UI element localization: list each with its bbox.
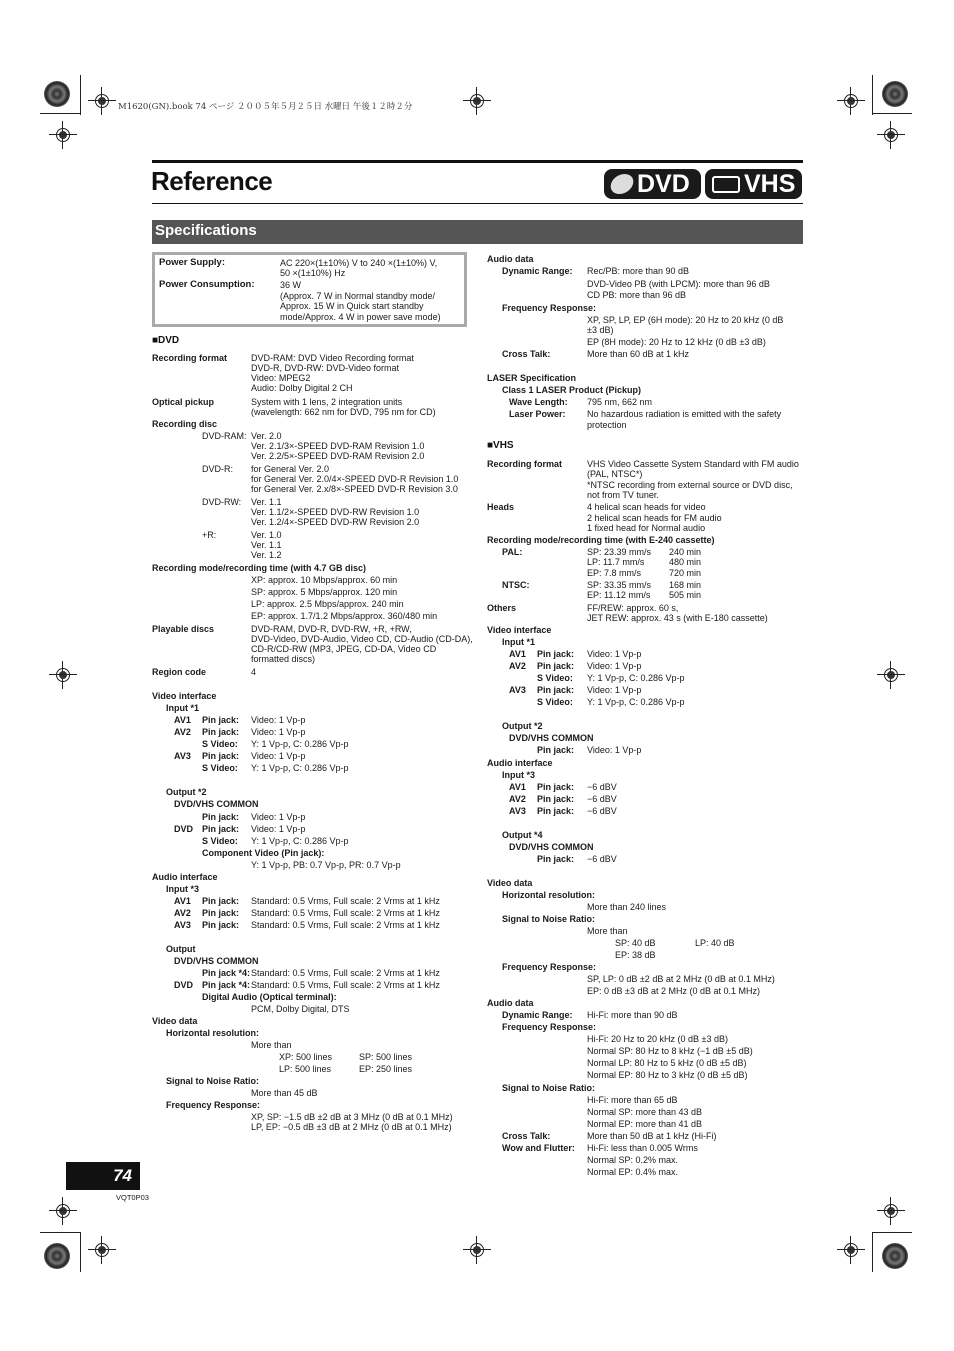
spec-line: Cross Talk:: [502, 1131, 551, 1141]
spec-line: S Video:: [537, 673, 573, 683]
spec-line: SP: 40 dB: [615, 938, 656, 948]
spec-line: AV3: [174, 751, 191, 761]
spec-line: DVD/VHS COMMON: [509, 733, 594, 743]
spec-line: Others: [487, 603, 517, 613]
spec-line: AV2: [174, 727, 191, 737]
spec-line: for General Ver. 2.0: [251, 464, 330, 474]
spec-line: Class 1 LASER Product (Pickup): [502, 385, 642, 395]
spec-line: 795 nm, 662 nm: [587, 397, 653, 407]
spec-line: Video data: [487, 878, 533, 888]
spec-line: LP: 40 dB: [695, 938, 735, 948]
spec-line: −6 dBV: [587, 794, 617, 804]
spec-line: DVD-RAM:: [202, 431, 247, 441]
section-title: Specifications: [155, 222, 257, 239]
spec-line: Pin jack:: [537, 661, 575, 671]
spec-line: LP, EP: −0.5 dB ±3 dB at 2 MHz (0 dB at 0.1 MHz): [251, 1122, 452, 1132]
spec-line: Pin jack:: [202, 751, 240, 761]
spec-line: More than: [587, 926, 628, 936]
spec-line: Video: 1 Vp-p: [251, 824, 306, 834]
spec-line: Wow and Flutter:: [502, 1143, 575, 1153]
spec-line: for General Ver. 2.0/4×-SPEED DVD-R Revision 1.0: [251, 474, 459, 484]
spec-line: DVD/VHS COMMON: [509, 842, 594, 852]
spec-line: Frequency Response:: [502, 1022, 597, 1032]
spec-line: Region code: [152, 667, 207, 677]
spec-line: Pin jack:: [537, 782, 575, 792]
spec-line: AV1: [509, 782, 526, 792]
crosshair-mark: [463, 1236, 491, 1264]
spec-line: Pin jack:: [537, 806, 575, 816]
spec-line: AV3: [509, 806, 526, 816]
spec-line: Input *1: [502, 637, 535, 647]
spec-line: Ver. 1.0: [251, 530, 282, 540]
spec-line: SP: 33.35 mm/s: [587, 580, 652, 590]
registration-disc-bottom-right: [882, 1243, 908, 1269]
spec-line: More than: [251, 1040, 292, 1050]
spec-line: protection: [587, 420, 627, 430]
spec-line: EP: 7.8 mm/s: [587, 568, 642, 578]
spec-line: Video: 1 Vp-p: [251, 715, 306, 725]
spec-line: Heads: [487, 502, 515, 512]
spec-line: Dynamic Range:: [502, 1010, 573, 1020]
spec-line: 168 min: [669, 580, 702, 590]
spec-line: Cross Talk:: [502, 349, 551, 359]
spec-line: Input *1: [166, 703, 199, 713]
spec-line: Frequency Response:: [502, 303, 597, 313]
power-supply-value: AC 220×(1±10%) V to 240 ×(1±10%) V,: [280, 258, 438, 268]
spec-line: Signal to Noise Ratio:: [502, 1083, 596, 1093]
spec-line: (PAL, NTSC*): [587, 469, 643, 479]
crosshair-mark: [877, 661, 905, 689]
spec-line: Ver. 1.1/2×-SPEED DVD-RW Revision 1.0: [251, 507, 420, 517]
vhs-badge-label: VHS: [744, 170, 796, 198]
spec-line: Normal EP: 80 Hz to 3 kHz (0 dB ±5 dB): [587, 1070, 748, 1080]
spec-line: 4 helical scan heads for video: [587, 502, 706, 512]
spec-line: EP: 38 dB: [615, 950, 656, 960]
registration-disc-top-left: [44, 81, 70, 107]
spec-line: Output *4: [502, 830, 543, 840]
section-bar: [152, 220, 803, 244]
crosshair-mark: [88, 1236, 116, 1264]
power-consumption-value: (Approx. 7 W in Normal standby mode/: [280, 291, 436, 301]
spec-line: VHS Video Cassette System Standard with FM audio: [587, 459, 799, 469]
page-number: 74: [66, 1162, 140, 1190]
spec-line: Optical pickup: [152, 397, 215, 407]
spec-line: Pin jack *4:: [202, 968, 251, 978]
page-title: Reference: [151, 166, 273, 196]
spec-line: Component Video (Pin jack):: [202, 848, 325, 858]
spec-line: More than 60 dB at 1 kHz: [587, 349, 690, 359]
spec-line: Output: [166, 944, 196, 954]
spec-line: Audio: Dolby Digital 2 CH: [251, 383, 353, 393]
crosshair-mark: [49, 121, 77, 149]
dvd-badge: [604, 169, 701, 199]
spec-line: −6 dBV: [587, 782, 617, 792]
spec-line: DVD/VHS COMMON: [174, 799, 259, 809]
spec-line: −6 dBV: [587, 854, 617, 864]
spec-line: AV1: [509, 649, 526, 659]
spec-line: DVD/VHS COMMON: [174, 956, 259, 966]
spec-line: EP: approx. 1.7/1.2 Mbps/approx. 360/480 min: [251, 611, 438, 621]
spec-line: Audio data: [487, 254, 534, 264]
spec-line: 4: [251, 667, 257, 677]
spec-line: Input *3: [166, 884, 199, 894]
spec-line: 505 min: [669, 590, 702, 600]
spec-line: DVD-RW:: [202, 497, 242, 507]
spec-line: (wavelength: 662 nm for DVD, 795 nm for CD): [251, 407, 436, 417]
crosshair-mark: [837, 1236, 865, 1264]
spec-line: Video: 1 Vp-p: [251, 812, 306, 822]
spec-line: SP, LP: 0 dB ±2 dB at 2 MHz (0 dB at 0.1 MHz): [587, 974, 775, 984]
spec-line: Hi-Fi: more than 90 dB: [587, 1010, 678, 1020]
spec-line: DVD: [174, 824, 194, 834]
crosshair-mark: [49, 661, 77, 689]
vhs-badge: [705, 169, 802, 199]
spec-line: DVD-R:: [202, 464, 233, 474]
spec-line: Video: 1 Vp-p: [587, 745, 642, 755]
spec-line: Wave Length:: [509, 397, 568, 407]
spec-line: DVD-RAM: DVD Video Recording format: [251, 353, 414, 363]
spec-line: AV1: [174, 896, 191, 906]
crosshair-mark: [877, 121, 905, 149]
spec-line: Audio interface: [152, 872, 218, 882]
spec-line: XP: approx. 10 Mbps/approx. 60 min: [251, 575, 398, 585]
spec-line: AV1: [174, 715, 191, 725]
spec-line: LP: 500 lines: [279, 1064, 332, 1074]
dvd-badge-label: DVD: [637, 170, 690, 198]
spec-line: Digital Audio (Optical terminal):: [202, 992, 337, 1002]
spec-line: Ver. 2.1/3×-SPEED DVD-RAM Revision 1.0: [251, 441, 425, 451]
spec-line: Pin jack:: [537, 854, 575, 864]
spec-line: Video: MPEG2: [251, 373, 311, 383]
power-supply-value: 50 ×(1±10%) Hz: [280, 268, 346, 278]
crosshair-mark: [88, 87, 116, 115]
spec-line: Recording format: [152, 353, 228, 363]
spec-line: Normal SP: more than 43 dB: [587, 1107, 703, 1117]
disc-icon: [608, 174, 635, 194]
crop-line: [40, 1232, 80, 1233]
spec-line: Output *2: [502, 721, 543, 731]
spec-line: Audio data: [487, 998, 534, 1008]
spec-line: More than 50 dB at 1 kHz (Hi-Fi): [587, 1131, 717, 1141]
spec-line: Video interface: [487, 625, 552, 635]
spec-line: formatted discs): [251, 654, 316, 664]
spec-line: Normal SP: 80 Hz to 8 kHz (−1 dB ±5 dB): [587, 1046, 753, 1056]
crosshair-mark: [49, 1197, 77, 1225]
spec-line: Video: 1 Vp-p: [587, 661, 642, 671]
spec-line: Pin jack:: [202, 908, 240, 918]
spec-line: Video: 1 Vp-p: [251, 727, 306, 737]
spec-line: XP: 500 lines: [279, 1052, 333, 1062]
spec-line: +R:: [202, 530, 217, 540]
spec-line: Ver. 1.2: [251, 550, 282, 560]
spec-line: EP: 250 lines: [359, 1064, 413, 1074]
spec-line: Signal to Noise Ratio:: [166, 1076, 260, 1086]
crop-line: [80, 75, 81, 115]
spec-line: Playable discs: [152, 624, 215, 634]
doc-code: VQT0P03: [116, 1193, 149, 1202]
spec-line: Frequency Response:: [166, 1100, 261, 1110]
spec-line: S Video:: [202, 739, 238, 749]
power-consumption-value: 36 W: [280, 280, 302, 290]
spec-line: Y: 1 Vp-p, C: 0.286 Vp-p: [251, 739, 349, 749]
spec-line: SP: 23.39 mm/s: [587, 547, 652, 557]
spec-line: XP, SP, LP, EP (6H mode): 20 Hz to 20 kHz (0 dB: [587, 315, 784, 325]
spec-line: PCM, Dolby Digital, DTS: [251, 1004, 350, 1014]
spec-line: Recording mode/recording time (with E-240 cassette): [487, 535, 715, 545]
spec-line: No hazardous radiation is emitted with the safety: [587, 409, 782, 419]
cassette-icon: [712, 176, 740, 193]
spec-line: for General Ver. 2.x/8×-SPEED DVD-R Revision 3.0: [251, 484, 458, 494]
spec-line: SP: 500 lines: [359, 1052, 413, 1062]
spec-line: Pin jack:: [202, 812, 240, 822]
spec-line: DVD-Video, DVD-Audio, Video CD, CD-Audio (CD-DA),: [251, 634, 473, 644]
spec-line: Pin jack:: [202, 727, 240, 737]
spec-line: DVD-R, DVD-RW: DVD-Video format: [251, 363, 400, 373]
spec-line: Video data: [152, 1016, 198, 1026]
spec-line: Y: 1 Vp-p, PB: 0.7 Vp-p, PR: 0.7 Vp-p: [251, 860, 401, 870]
spec-line: PAL:: [502, 547, 523, 557]
spec-line: Standard: 0.5 Vrms, Full scale: 2 Vrms at 1 kHz: [251, 980, 440, 990]
spec-line: Ver. 2.2/5×-SPEED DVD-RAM Revision 2.0: [251, 451, 425, 461]
spec-line: Normal LP: 80 Hz to 5 kHz (0 dB ±5 dB): [587, 1058, 747, 1068]
crop-line: [872, 75, 873, 115]
spec-line: Pin jack:: [537, 794, 575, 804]
spec-line: CD PB: more than 96 dB: [587, 290, 687, 300]
spec-line: Horizontal resolution:: [166, 1028, 259, 1038]
spec-line: SP: approx. 5 Mbps/approx. 120 min: [251, 587, 398, 597]
spec-line: More than 45 dB: [251, 1088, 318, 1098]
spec-line: Output *2: [166, 787, 207, 797]
spec-line: Standard: 0.5 Vrms, Full scale: 2 Vrms at 1 kHz: [251, 896, 440, 906]
spec-line: System with 1 lens, 2 integration units: [251, 397, 403, 407]
spec-line: EP: 0 dB ±3 dB at 2 MHz (0 dB at 0.1 MHz): [587, 986, 761, 996]
spec-line: Dynamic Range:: [502, 266, 573, 276]
spec-line: Y: 1 Vp-p, C: 0.286 Vp-p: [251, 763, 349, 773]
spec-line: Standard: 0.5 Vrms, Full scale: 2 Vrms at 1 kHz: [251, 908, 440, 918]
spec-line: *NTSC recording from external source or DVD disc,: [587, 480, 793, 490]
spec-line: −6 dBV: [587, 806, 617, 816]
spec-line: LP: approx. 2.5 Mbps/approx. 240 min: [251, 599, 404, 609]
spec-line: Video: 1 Vp-p: [587, 685, 642, 695]
spec-line: Video: 1 Vp-p: [251, 751, 306, 761]
spec-line: More than 240 lines: [587, 902, 667, 912]
spec-line: Horizontal resolution:: [502, 890, 595, 900]
spec-line: Recording mode/recording time (with 4.7 GB disc): [152, 563, 367, 573]
spec-line: not from TV tuner.: [587, 490, 659, 500]
spec-line: Y: 1 Vp-p, C: 0.286 Vp-p: [251, 836, 349, 846]
vhs-section-heading: ■VHS: [487, 440, 514, 451]
spec-line: Normal EP: more than 41 dB: [587, 1119, 703, 1129]
registration-disc-bottom-left: [44, 1243, 70, 1269]
spec-line: LASER Specification: [487, 373, 577, 383]
spec-line: S Video:: [202, 763, 238, 773]
spec-line: Pin jack:: [202, 824, 240, 834]
spec-line: AV3: [509, 685, 526, 695]
spec-line: Rec/PB: more than 90 dB: [587, 266, 690, 276]
spec-line: Signal to Noise Ratio:: [502, 914, 596, 924]
spec-line: CD-R/CD-RW (MP3, JPEG, CD-DA, Video CD: [251, 644, 437, 654]
spec-line: Normal EP: 0.4% max.: [587, 1167, 679, 1177]
file-header-meta: M1620(GN).book 74 ページ ２００５年５月２５日 水曜日 午後１２時２分: [118, 102, 413, 112]
spec-line: Hi-Fi: less than 0.005 Wrms: [587, 1143, 698, 1153]
title-rule-bottom: [152, 203, 803, 204]
power-supply-label: Power Supply:: [159, 257, 225, 268]
spec-line: 1 fixed head for Normal audio: [587, 523, 706, 533]
dvd-section-heading: ■DVD: [152, 335, 180, 346]
crop-line: [80, 1232, 81, 1272]
crop-line: [872, 113, 912, 114]
spec-line: Audio interface: [487, 758, 553, 768]
spec-line: EP (8H mode): 20 Hz to 12 kHz (0 dB ±3 dB): [587, 337, 766, 347]
spec-line: DVD-Video PB (with LPCM): more than 96 dB: [587, 279, 770, 289]
spec-line: Normal SP: 0.2% max.: [587, 1155, 679, 1165]
crop-line: [40, 113, 80, 114]
spec-line: Standard: 0.5 Vrms, Full scale: 2 Vrms at 1 kHz: [251, 920, 440, 930]
spec-line: Hi-Fi: 20 Hz to 20 kHz (0 dB ±3 dB): [587, 1034, 728, 1044]
spec-line: Laser Power:: [509, 409, 566, 419]
spec-line: LP: 11.7 mm/s: [587, 557, 645, 567]
spec-line: Y: 1 Vp-p, C: 0.286 Vp-p: [587, 673, 685, 683]
spec-line: Hi-Fi: more than 65 dB: [587, 1095, 678, 1105]
spec-line: Pin jack:: [537, 649, 575, 659]
spec-line: AV3: [174, 920, 191, 930]
spec-line: Ver. 1.1: [251, 497, 282, 507]
spec-line: FF/REW: approx. 60 s,: [587, 603, 679, 613]
title-rule-top: [152, 160, 803, 163]
spec-line: Frequency Response:: [502, 962, 597, 972]
spec-line: Pin jack:: [202, 896, 240, 906]
spec-line: S Video:: [202, 836, 238, 846]
spec-line: Y: 1 Vp-p, C: 0.286 Vp-p: [587, 697, 685, 707]
spec-line: XP, SP: −1.5 dB ±2 dB at 3 MHz (0 dB at 0.1 MHz): [251, 1112, 453, 1122]
power-consumption-value: mode/Approx. 4 W in power save mode): [280, 312, 441, 322]
spec-line: Pin jack *4:: [202, 980, 251, 990]
spec-line: Ver. 2.0: [251, 431, 282, 441]
spec-line: JET REW: approx. 43 s (with E-180 cassette): [587, 613, 768, 623]
spec-line: Video interface: [152, 691, 217, 701]
crop-line: [872, 1232, 873, 1272]
spec-line: Recording format: [487, 459, 563, 469]
spec-line: DVD: [174, 980, 194, 990]
spec-line: EP: 11.12 mm/s: [587, 590, 651, 600]
spec-line: Pin jack:: [202, 715, 240, 725]
spec-line: NTSC:: [502, 580, 530, 590]
spec-line: Input *3: [502, 770, 535, 780]
spec-line: Standard: 0.5 Vrms, Full scale: 2 Vrms at 1 kHz: [251, 968, 440, 978]
spec-line: S Video:: [537, 697, 573, 707]
spec-line: 480 min: [669, 557, 702, 567]
spec-line: Pin jack:: [202, 920, 240, 930]
spec-line: Pin jack:: [537, 745, 575, 755]
crop-line: [872, 1232, 912, 1233]
crosshair-mark: [837, 87, 865, 115]
registration-disc-top-right: [882, 81, 908, 107]
spec-line: Ver. 1.1: [251, 540, 282, 550]
spec-line: ±3 dB): [587, 325, 614, 335]
spec-line: DVD-RAM, DVD-R, DVD-RW, +R, +RW,: [251, 624, 412, 634]
power-consumption-value: Approx. 15 W in Quick start standby: [280, 301, 424, 311]
spec-line: Video: 1 Vp-p: [587, 649, 642, 659]
crosshair-mark: [877, 1197, 905, 1225]
spec-line: Pin jack:: [537, 685, 575, 695]
spec-line: Ver. 1.2/4×-SPEED DVD-RW Revision 2.0: [251, 517, 420, 527]
spec-line: AV2: [509, 794, 526, 804]
spec-line: 720 min: [669, 568, 702, 578]
spec-line: AV2: [509, 661, 526, 671]
power-consumption-label: Power Consumption:: [159, 279, 255, 290]
spec-line: Recording disc: [152, 419, 218, 429]
spec-line: AV2: [174, 908, 191, 918]
spec-line: 2 helical scan heads for FM audio: [587, 513, 722, 523]
spec-line: 240 min: [669, 547, 702, 557]
crosshair-mark: [463, 87, 491, 115]
